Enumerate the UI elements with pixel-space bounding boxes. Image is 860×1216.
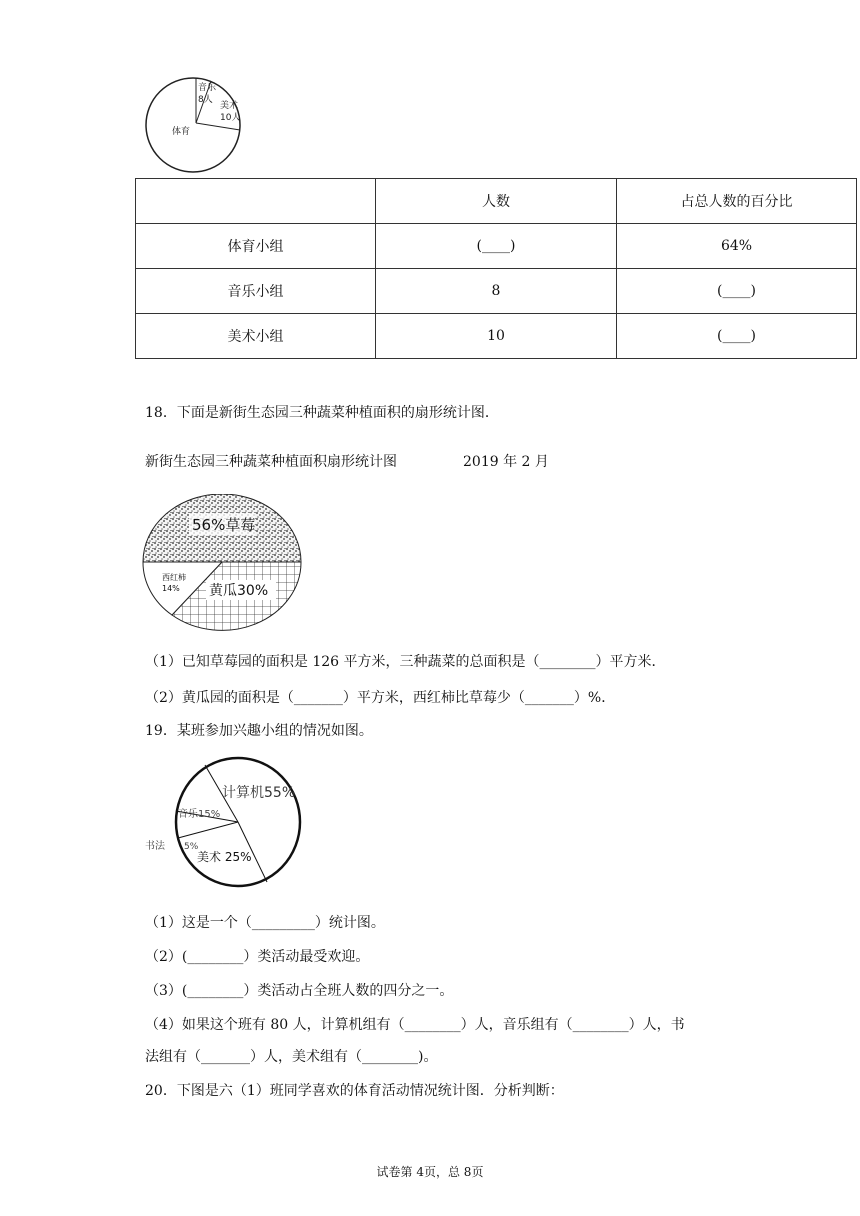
table-cell-count: 8 [376,269,617,314]
table-cell-name: 美术小组 [136,314,376,359]
pie1-label-music-count: 8人 [198,95,213,105]
pie1-label-art-count: 10人 [220,113,241,123]
pie-chart-vegetables [142,494,302,634]
q19-sub2: （2）(________）类活动最受欢迎。 [145,949,370,965]
q20-stem: 20．下图是六（1）班同学喜欢的体育活动情况统计图．分析判断： [145,1083,564,1099]
table-header-cell: 占总人数的百分比 [617,179,857,224]
pie1-label-pe: 体育 [172,127,191,137]
pie2-label-tomato-pct: 14% [162,584,180,593]
pie1-label-music: 音乐 [198,83,217,93]
table-cell-percent[interactable]: (____) [617,269,857,314]
table-cell-count[interactable]: (____) [376,224,617,269]
q19-sub4b: 法组有（_______）人，美术组有（________)。 [145,1049,438,1065]
table-cell-percent: 64% [617,224,857,269]
pie-chart-interest-groups [140,70,250,178]
table-header-cell: 人数 [376,179,617,224]
q18-stem: 18．下面是新街生态园三种蔬菜种植面积的扇形统计图． [145,405,499,421]
pie3-label-calligraphy: 书法 [145,841,165,852]
q19-sub3: （3）(________）类活动占全班人数的四分之一。 [145,983,454,999]
pie3-label-art: 美术 25% [197,850,252,864]
q19-sub4a: （4）如果这个班有 80 人，计算机组有（________）人，音乐组有（________）人，书 [145,1017,685,1033]
table-row [136,314,857,359]
table-header-row [136,179,857,224]
pie2-label-cucumber: 黄瓜30% [209,583,269,599]
q19-sub1: （1）这是一个（_________）统计图。 [145,915,385,931]
pie3-label-music: 音乐15% [178,809,221,820]
q18-chart-title: 新街生态园三种蔬菜种植面积扇形统计图 [145,454,397,470]
pie3-label-calligraphy-pct: 5% [184,842,199,852]
table-cell-name: 音乐小组 [136,269,376,314]
table-row [136,269,857,314]
interest-group-table [135,178,857,359]
table-row [136,224,857,269]
pie3-label-computer: 计算机55% [222,785,296,801]
page-footer: 试卷第 4页，总 8页 [376,1165,484,1179]
pie2-label-strawberry: 56%草莓 [192,516,256,534]
q19-stem: 19．某班参加兴趣小组的情况如图。 [145,723,373,739]
pie2-label-tomato: 西红柿 [162,573,186,582]
table-header-cell [136,179,376,224]
table-cell-name: 体育小组 [136,224,376,269]
table-cell-count: 10 [376,314,617,359]
table-cell-percent[interactable]: (____) [617,314,857,359]
pie1-label-art: 美术 [220,101,239,111]
q18-sub2: （2）黄瓜园的面积是（_______）平方米，西红柿比草莓少（_______）%． [145,690,616,706]
q18-chart-date: 2019 年 2 月 [463,454,549,470]
pie-chart-activities [140,755,315,891]
q18-sub1: （1）已知草莓园的面积是 126 平方米，三种蔬菜的总面积是（________）平方米． [145,654,666,670]
